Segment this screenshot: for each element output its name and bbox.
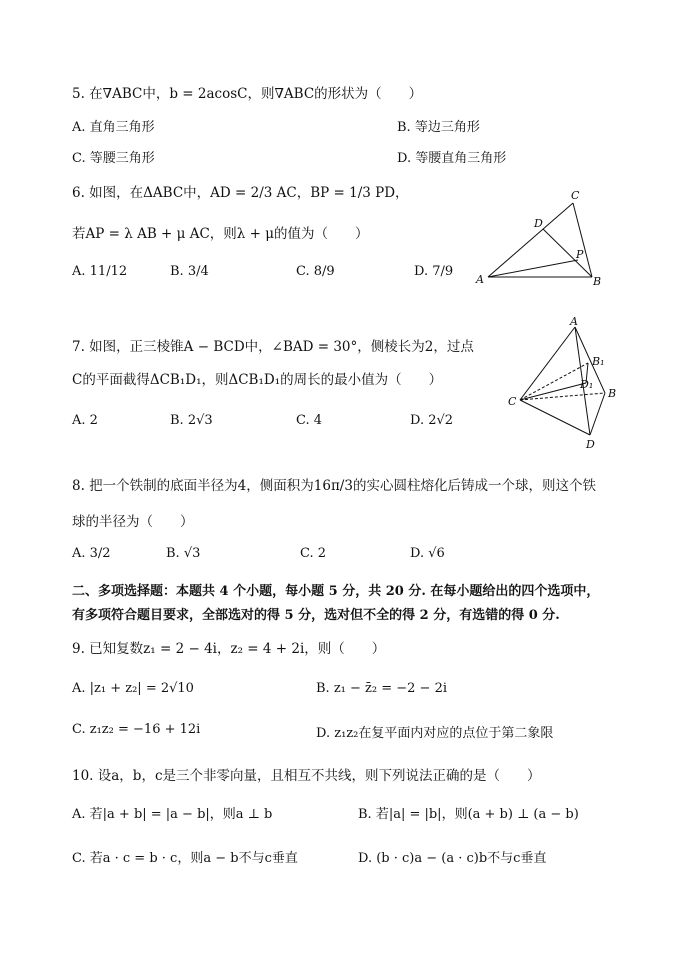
q6-label-c: C [571,189,580,202]
q7-option-d: D. 2√2 [410,413,454,428]
section2-line1: 二、多项选择题：本题共 4 个小题，每小题 5 分，共 20 分. 在每小题给出的四个选项中， [72,584,600,599]
q8-stem-line1: 8. 把一个铁制的底面半径为4，侧面积为16π/3的实心圆柱熔化后铸成一个球，则这个铁 [72,478,596,494]
q6-option-c: C. 8/9 [296,264,335,279]
q9-option-b: B. z₁ − z̄₂ = −2 − 2i [316,681,448,696]
q7-label-b1: B₁ [592,355,605,368]
q7-label-d1: D₁ [580,378,594,391]
q7-label-c: C [508,395,517,408]
section2-line2: 有多项符合题目要求，全部选对的得 5 分，选对但不全的得 2 分，有选错的得 0 分. [72,608,560,623]
q6-label-p: P [576,248,584,261]
q7-label-d: D [586,438,595,451]
q7-label-b: B [608,387,617,400]
q7-pyramid-figure [500,315,630,455]
q8-option-c: C. 2 [300,546,327,561]
q10-option-d: D. (b · c)a − (a · c)b不与c垂直 [358,851,547,866]
q6-stem-line2: 若AP = λ AB + μ AC，则λ + μ的值为（ ） [72,226,369,242]
q7-option-a: A. 2 [72,413,98,428]
q7-option-c: C. 4 [296,413,323,428]
q9-stem: 9. 已知复数z₁ = 2 − 4i，z₂ = 4 + 2i，则（ ） [72,641,386,657]
q9-option-d: D. z₁z₂在复平面内对应的点位于第二象限 [316,726,554,741]
q5-option-c: C. 等腰三角形 [72,151,155,166]
q8-option-a: A. 3/2 [72,546,111,561]
q10-option-b: B. 若|a| = |b|，则(a + b) ⊥ (a − b) [358,807,579,822]
q7-label-a: A [570,315,578,328]
q6-option-d: D. 7/9 [414,264,454,279]
q6-label-a: A [476,273,484,286]
q10-option-a: A. 若|a + b| = |a − b|，则a ⊥ b [72,807,273,822]
q8-stem-line2: 球的半径为（ ） [72,514,194,530]
q5-option-d: D. 等腰直角三角形 [397,151,507,166]
q6-label-d: D [534,217,543,230]
q5-option-a: A. 直角三角形 [72,120,155,135]
q9-option-c: C. z₁z₂ = −16 + 12i [72,722,201,737]
q6-triangle-figure [470,185,620,295]
q8-option-b: B. √3 [166,546,201,561]
q7-stem-line2: C的平面截得ΔCB₁D₁，则ΔCB₁D₁的周长的最小值为（ ） [72,372,443,388]
q6-stem-line1: 6. 如图，在ΔABC中，AD = 2/3 AC，BP = 1/3 PD， [72,185,409,201]
q7-option-b: B. 2√3 [170,413,213,428]
q5-option-b: B. 等边三角形 [397,120,480,135]
q6-label-b: B [593,275,602,288]
q5-stem: 5. 在∇ABC中，b = 2acosC，则∇ABC的形状为（ ） [72,86,423,102]
q8-option-d: D. √6 [410,546,445,561]
q6-option-b: B. 3/4 [170,264,209,279]
q10-option-c: C. 若a · c = b · c，则a − b不与c垂直 [72,851,298,866]
q10-stem: 10. 设a，b，c是三个非零向量，且相互不共线，则下列说法正确的是（ ） [72,768,541,784]
q7-stem-line1: 7. 如图，正三棱锥A − BCD中，∠BAD = 30°，侧棱长为2，过点 [72,339,474,355]
q9-option-a: A. |z₁ + z₂| = 2√10 [72,681,194,696]
q6-option-a: A. 11/12 [72,264,128,279]
